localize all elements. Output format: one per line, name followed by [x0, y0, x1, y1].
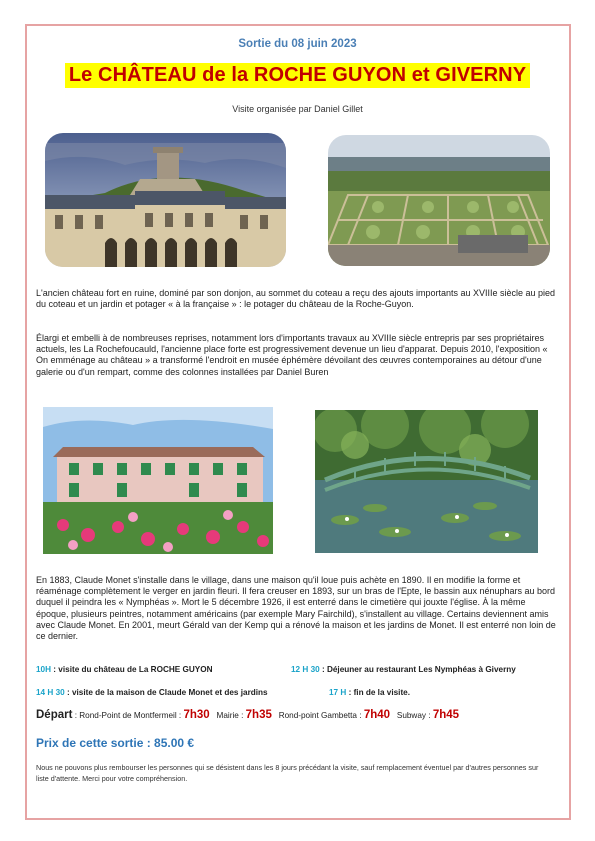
chateau-roche-guyon-photo: [45, 133, 286, 267]
schedule-text: : visite de la maison de Claude Monet et des jardins: [64, 688, 268, 697]
organizer-line: Visite organisée par Daniel Gillet: [232, 104, 363, 114]
refund-note: Nous ne pouvons plus rembourser les personnes qui se désistent dans les 8 jours précédant la visite, sauf remplacement éventuel par d'autres personnes sur liste d'attente. Merci pour votre compréhension.: [36, 763, 539, 783]
departure-place: Subway :: [396, 711, 433, 720]
potager-aerial-photo: [328, 135, 550, 266]
departure-place: Rond-point Gambetta :: [278, 711, 364, 720]
monet-house-photo: [43, 407, 273, 554]
schedule-item-2: [291, 665, 516, 674]
departure-label: Départ: [36, 709, 73, 721]
price: Prix de cette sortie : 85.00 €: [36, 736, 195, 750]
schedule-time: 12 H 30: [291, 665, 320, 674]
schedule-text: : visite du château de La ROCHE GUYON: [51, 665, 213, 674]
schedule-time: 17 H: [329, 688, 347, 697]
japanese-bridge-photo: [315, 410, 538, 553]
departure-line: [36, 709, 566, 721]
departure-place: Mairie :: [216, 711, 246, 720]
page-title: Le CHÂTEAU de la ROCHE GUYON et GIVERNY: [65, 63, 530, 88]
departure-time: 7h30: [183, 709, 210, 721]
schedule-text: : fin de la visite.: [346, 688, 410, 697]
schedule-item-4: [329, 688, 410, 697]
schedule-time: 10H: [36, 665, 52, 674]
monet-paragraph: En 1883, Claude Monet s'installe dans le village, dans une maison qu'il loue puis achète en 1890. Il en modifie la forme et réaménage complètement le verger en jardin fleuri. Il fera creuser en 1893, sur un bras de l'Epte, le bassin aux nénuphars au bord duquel il peindra les « Nymphéas ». Mort le 5 décembre 1926, il est enterré dans le cimetière qui jouxte l'église. À la même époque, plusieurs peintres, notamment américains (par exemple Mary Fairchild), s'installent au village. Certains deviennent amis avec Claude Monet. En 2001, meurt Gérald van der Kemp qui a rénové la maison et les jardins de Monet. Il est enterré non loin de ce dernier.: [36, 575, 556, 642]
departure-time: 7h35: [245, 709, 272, 721]
departure-time: 7h45: [432, 709, 460, 721]
schedule-time: 14 H 30: [36, 688, 65, 697]
event-date: Sortie du 08 juin 2023: [238, 38, 357, 50]
departure-place: : Rond-Point de Montfermeil :: [72, 711, 184, 720]
schedule-item-1: [36, 665, 213, 674]
chateau-paragraph-1: L'ancien château fort en ruine, dominé par son donjon, au sommet du coteau a reçu des ajouts importants au XVIIIe siècle au pied du coteau et un jardin et potager « à la française » : le potager du château de la Roche-Guyon.: [36, 288, 556, 310]
departure-time: 7h40: [363, 709, 391, 721]
chateau-paragraph-2: Élargi et embelli à de nombreuses reprises, notamment lors d'importants travaux au XVIIIe siècle entrepris par ses propriétaires actuels, les La Rochefoucauld, l'ancienne place forte est progressivement devenue un lieu d'apparat. Depuis 2010, l'exposition « On emménage au château » a transformé l'endroit en musée éphémère dévoilant des œuvres contemporaines au détour d'une galerie ou d'un rempart, comme des colonnes installées par Daniel Buren: [36, 333, 548, 377]
schedule-text: : Déjeuner au restaurant Les Nymphéas à Giverny: [319, 665, 516, 674]
schedule-item-3: [36, 688, 268, 697]
